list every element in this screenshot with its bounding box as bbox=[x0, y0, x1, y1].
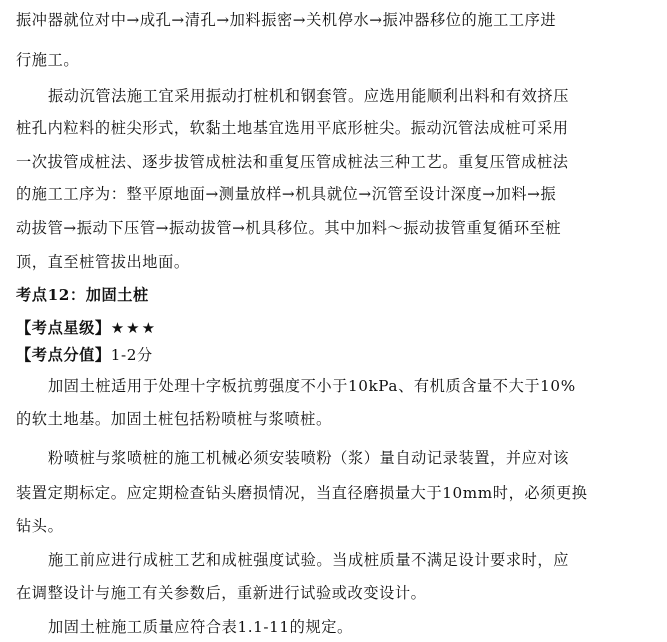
score-value-row bbox=[16, 345, 153, 365]
text-line: 粉喷桩与浆喷桩的施工机械必须安装喷粉（浆）量自动记录装置，并应对该 bbox=[48, 449, 569, 467]
text-line: 的施工工序为：整平原地面→测量放样→机具就位→沉管至设计深度→加料→振 bbox=[16, 185, 557, 203]
score-value: 1-2分 bbox=[110, 346, 153, 364]
text-line: 桩孔内粒料的桩尖形式，软黏土地基宜选用平底形桩尖。振动沉管法成桩可采用 bbox=[16, 119, 569, 137]
text-line: 施工前应进行成桩工艺和成桩强度试验。当成桩质量不满足设计要求时，应 bbox=[48, 551, 569, 569]
text-line: 装置定期标定。应定期检查钻头磨损情况，当直径磨损量大于10mm时，必须更换 bbox=[16, 484, 588, 502]
score-value-label: 【考点分值】 bbox=[16, 346, 111, 364]
text-line: 钻头。 bbox=[16, 517, 64, 535]
star-rating-icon: ★★★ bbox=[110, 319, 158, 337]
text-line: 一次拔管成桩法、逐步拔管成桩法和重复压管成桩法三种工艺。重复压管成桩法 bbox=[16, 153, 569, 171]
section-title: 考点12：加固土桩 bbox=[16, 286, 149, 304]
text-line: 在调整设计与施工有关参数后，重新进行试验或改变设计。 bbox=[16, 584, 427, 602]
text-line: 动拔管→振动下压管→振动拔管→机具移位。其中加料～振动拔管重复循环至桩 bbox=[16, 219, 562, 237]
text-line: 加固土桩施工质量应符合表1.1-11的规定。 bbox=[48, 618, 353, 636]
text-line: 加固土桩适用于处理十字板抗剪强度不小于10kPa、有机质含量不大于10% bbox=[48, 377, 576, 395]
star-rating-row bbox=[16, 318, 157, 338]
text-line: 行施工。 bbox=[16, 51, 80, 69]
text-line: 振动沉管法施工宜采用振动打桩机和钢套管。应选用能顺利出料和有效挤压 bbox=[48, 87, 569, 105]
text-line: 顶，直至桩管拔出地面。 bbox=[16, 253, 190, 271]
text-line: 振冲器就位对中→成孔→清孔→加料振密→关机停水→振冲器移位的施工工序进 bbox=[16, 11, 557, 29]
star-rating-label: 【考点星级】 bbox=[16, 319, 111, 337]
text-line: 的软土地基。加固土桩包括粉喷桩与浆喷桩。 bbox=[16, 410, 332, 428]
